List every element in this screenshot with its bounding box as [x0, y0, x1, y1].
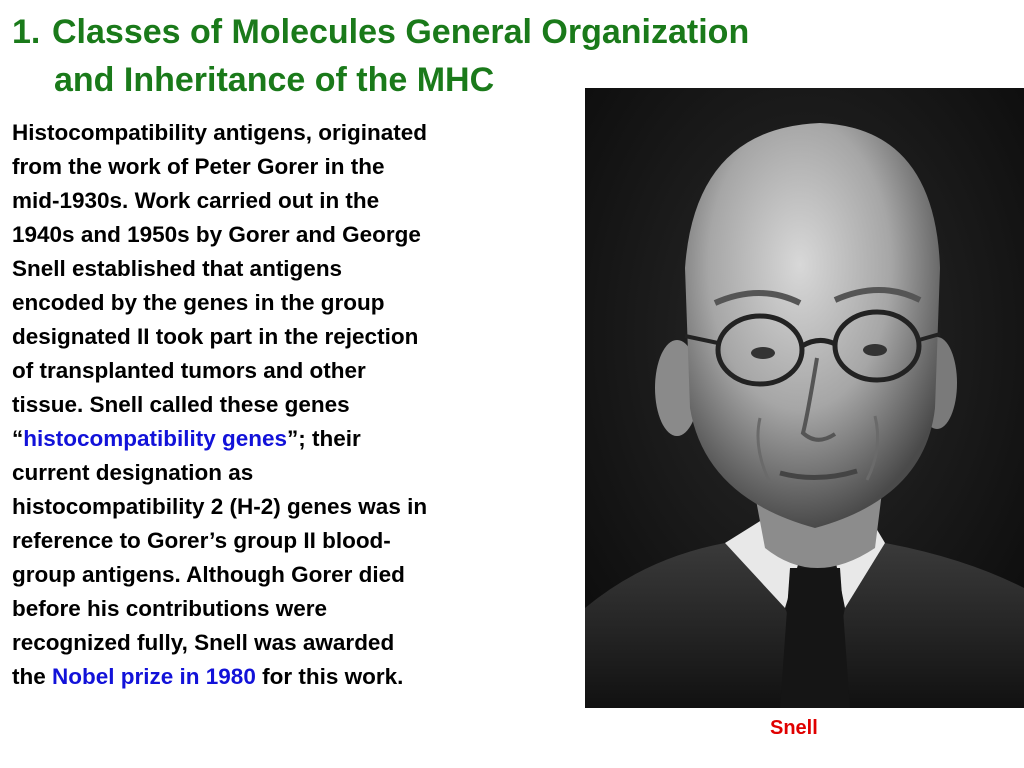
body-line: histocompatibility 2 (H-2) genes was in	[12, 494, 428, 519]
body-line: current designation as	[12, 460, 254, 485]
body-line: recognized fully, Snell was awarded	[12, 630, 395, 655]
body-line: reference to Gorer’s group II blood-	[12, 528, 391, 553]
body-paragraph	[12, 116, 552, 694]
body-line	[12, 660, 552, 694]
body-line: encoded by the genes in the group	[12, 290, 385, 315]
title-line-1: Classes of Molecules General Organization	[52, 13, 750, 51]
title-line-2: and Inheritance of the MHC	[54, 61, 495, 99]
body-line: tissue. Snell called these genes	[12, 392, 350, 417]
open-quote: “	[12, 426, 24, 451]
body-line: Histocompatibility antigens, originated	[12, 120, 428, 145]
highlight-nobel-prize: Nobel prize in 1980	[52, 664, 256, 689]
close-quote-text: ”; their	[287, 426, 361, 451]
body-line: Snell established that antigens	[12, 256, 343, 281]
body-line: before his contributions were	[12, 596, 328, 621]
portrait-illustration	[585, 88, 1024, 708]
title-number: 1.	[12, 13, 41, 51]
body-line	[12, 422, 552, 456]
body-line: group antigens. Although Gorer died	[12, 562, 405, 587]
body-line: 1940s and 1950s by Gorer and George	[12, 222, 421, 247]
body-line: designated II took part in the rejection	[12, 324, 419, 349]
body-line: from the work of Peter Gorer in the	[12, 154, 385, 179]
text-for-this-work: for this work.	[255, 664, 404, 689]
highlight-histocompatibility-genes: histocompatibility genes	[23, 426, 288, 451]
photo-caption: Snell	[770, 717, 818, 739]
portrait-photo	[585, 88, 1024, 708]
text-the: the	[12, 664, 53, 689]
body-line: mid-1930s. Work carried out in the	[12, 188, 380, 213]
body-line: of transplanted tumors and other	[12, 358, 366, 383]
